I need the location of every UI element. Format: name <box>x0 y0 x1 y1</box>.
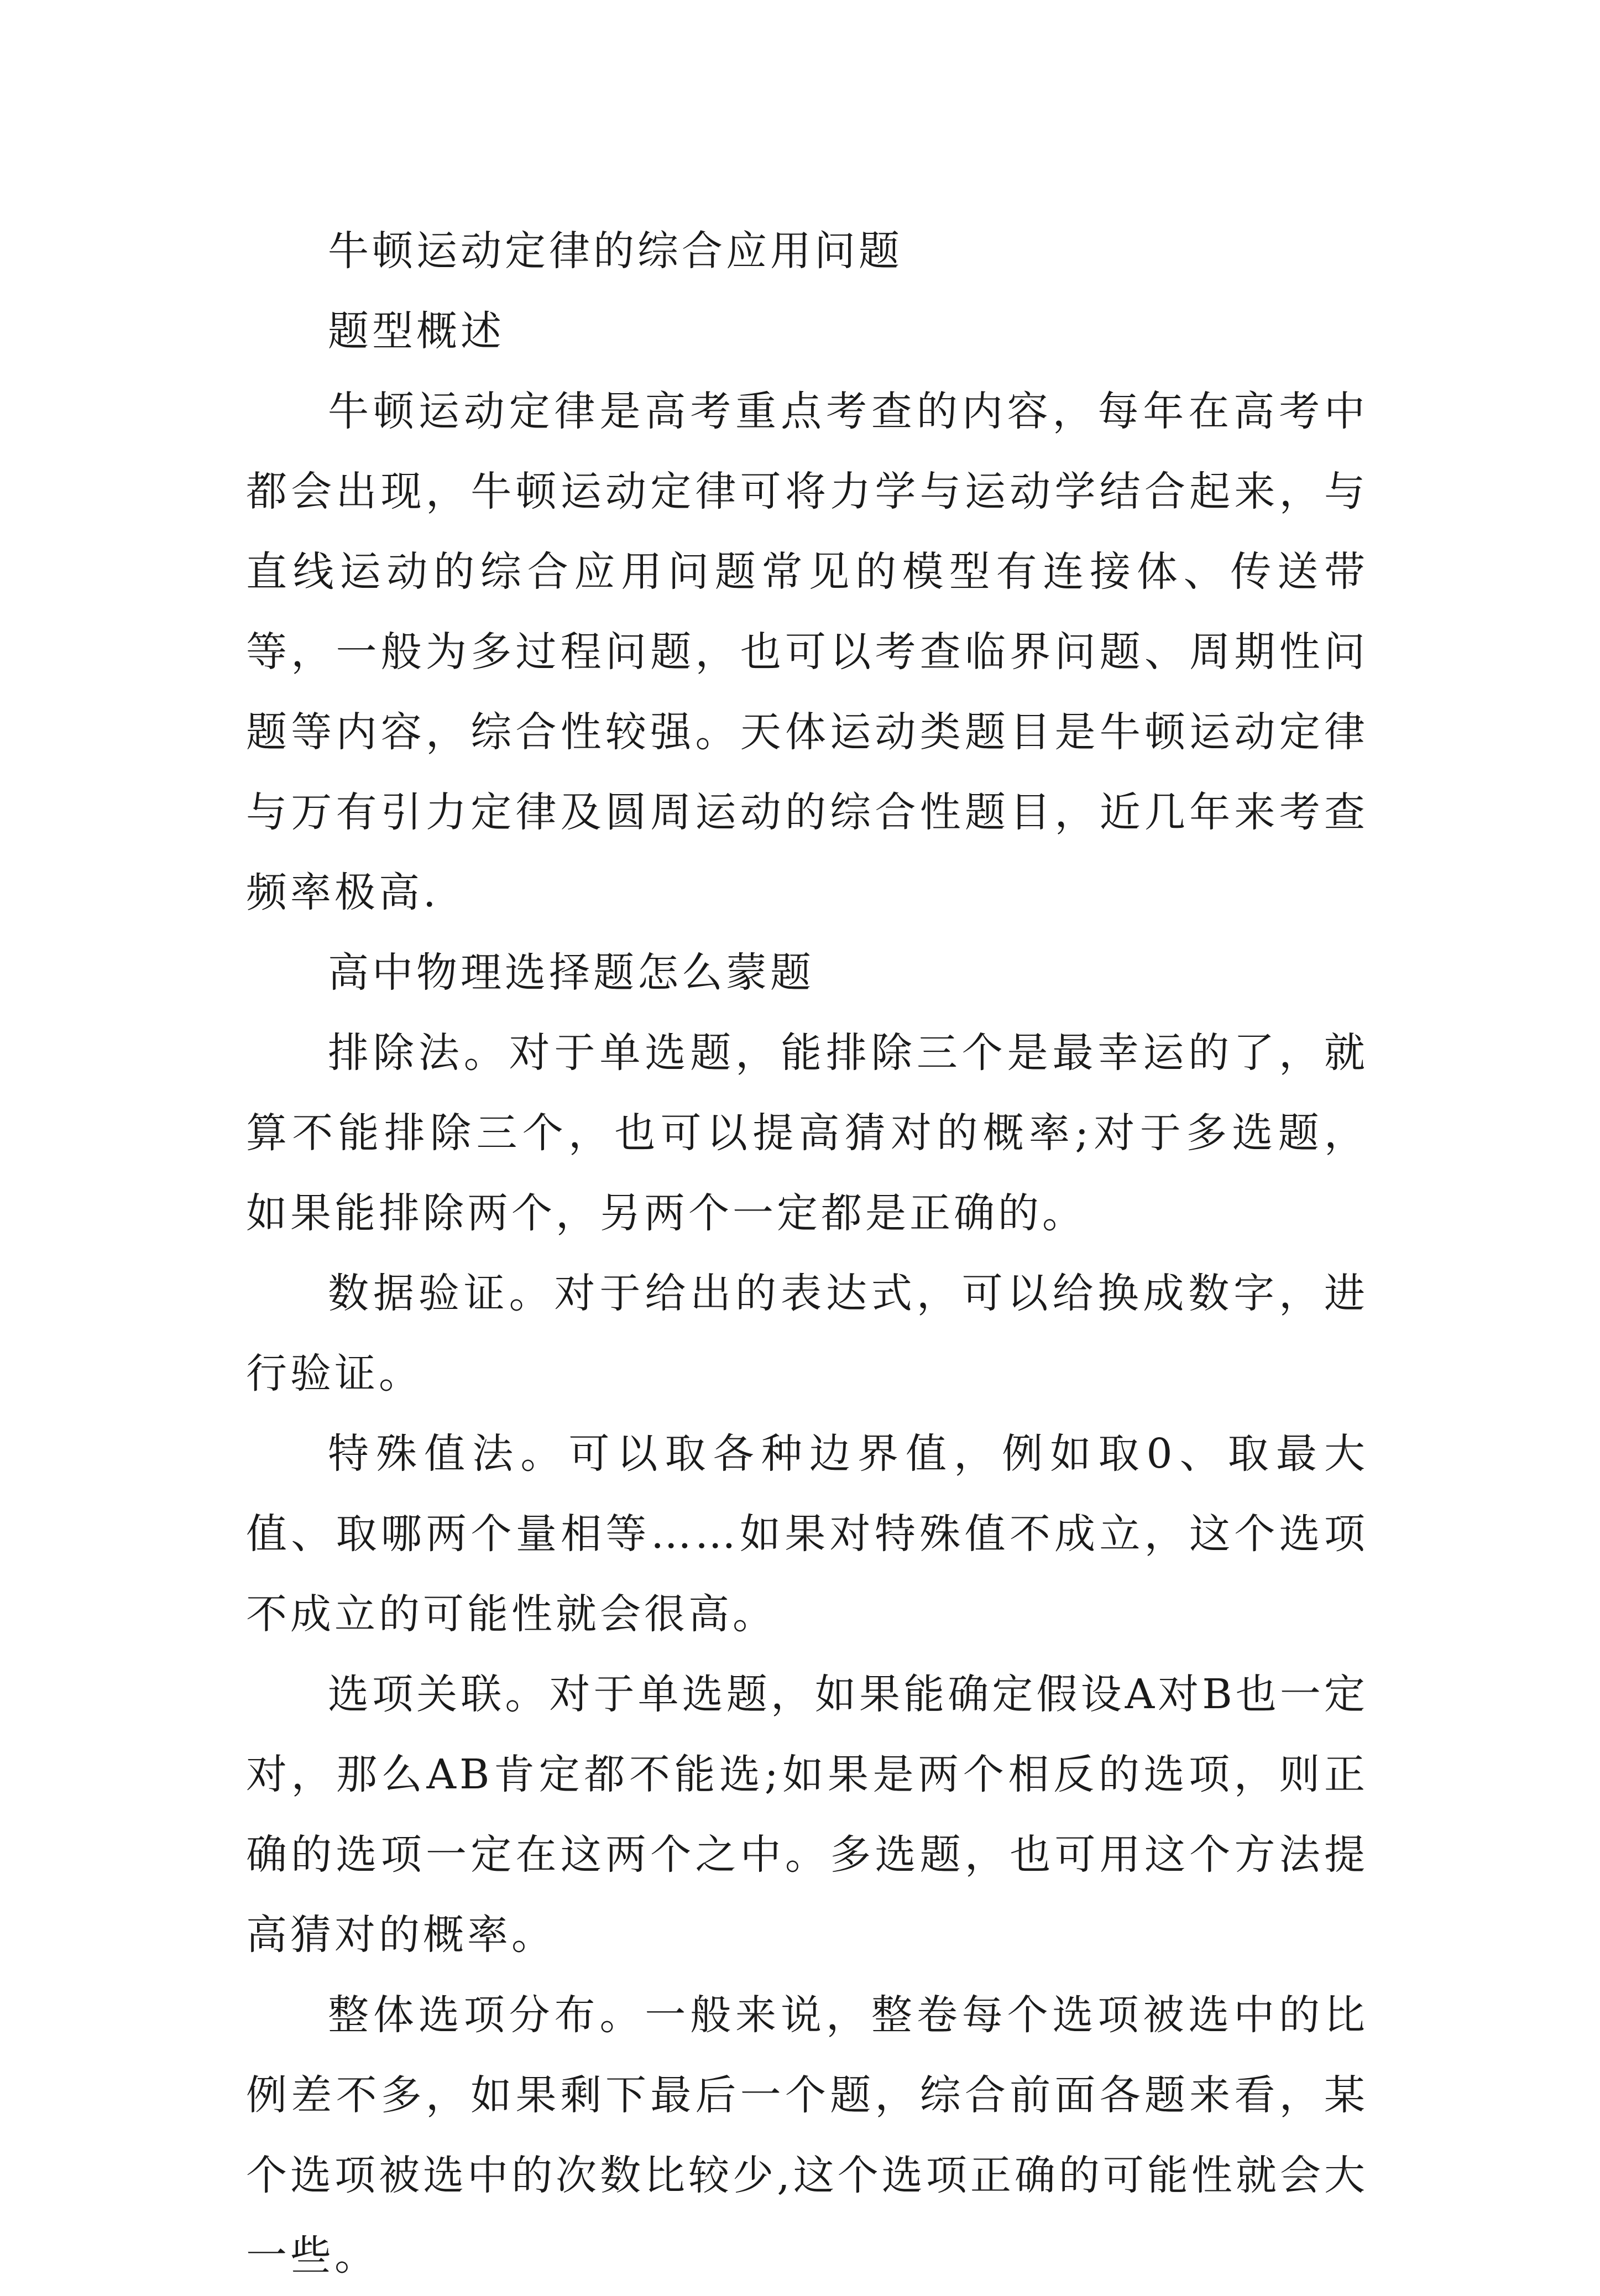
paragraph-data-verification: 数据验证。对于给出的表达式，可以给换成数字，进行验证。 <box>246 1270 1368 1397</box>
paragraph-option-association: 选项关联。对于单选题，如果能确定假设A对B也一定对，那么AB肯定都不能选;如果是两个相反的选项，则正确的选项一定在这两个之中。多选题，也可用这个方法提高猜对的概率。 <box>246 1671 1368 1959</box>
document-title: 牛顿运动定律的综合应用问题 <box>328 227 903 275</box>
paragraph-elimination: 排除法。对于单选题，能排除三个是最幸运的了，就算不能排除三个，也可以提高猜对的概率;对于多选题，如果能排除两个，另两个一定都是正确的。 <box>246 1029 1368 1237</box>
section-heading-tips: 高中物理选择题怎么蒙题 <box>328 949 814 996</box>
paragraph-special-values: 特殊值法。可以取各种边界值，例如取0、取最大值、取哪两个量相等……如果对特殊值不成立，这个选项不成立的可能性就会很高。 <box>246 1430 1368 1638</box>
paragraph-overview: 牛顿运动定律是高考重点考查的内容，每年在高考中都会出现，牛顿运动定律可将力学与运动学结合起来，与直线运动的综合应用问题常见的模型有连接体、传送带等，一般为多过程问题，也可以考查临界问题、周期性问题等内容，综合性较强。天体运动类题目是牛顿运动定律与万有引力定律及圆周运动的综合性题目，近几年来考查频率极高. <box>246 388 1368 916</box>
paragraph-option-distribution: 整体选项分布。一般来说，整卷每个选项被选中的比例差不多，如果剩下最后一个题，综合前面各题来看，某个选项被选中的次数比较少,这个选项正确的可能性就会大一些。 <box>246 1991 1368 2279</box>
section-heading-overview: 题型概述 <box>328 307 505 355</box>
document-body <box>246 211 1368 2296</box>
